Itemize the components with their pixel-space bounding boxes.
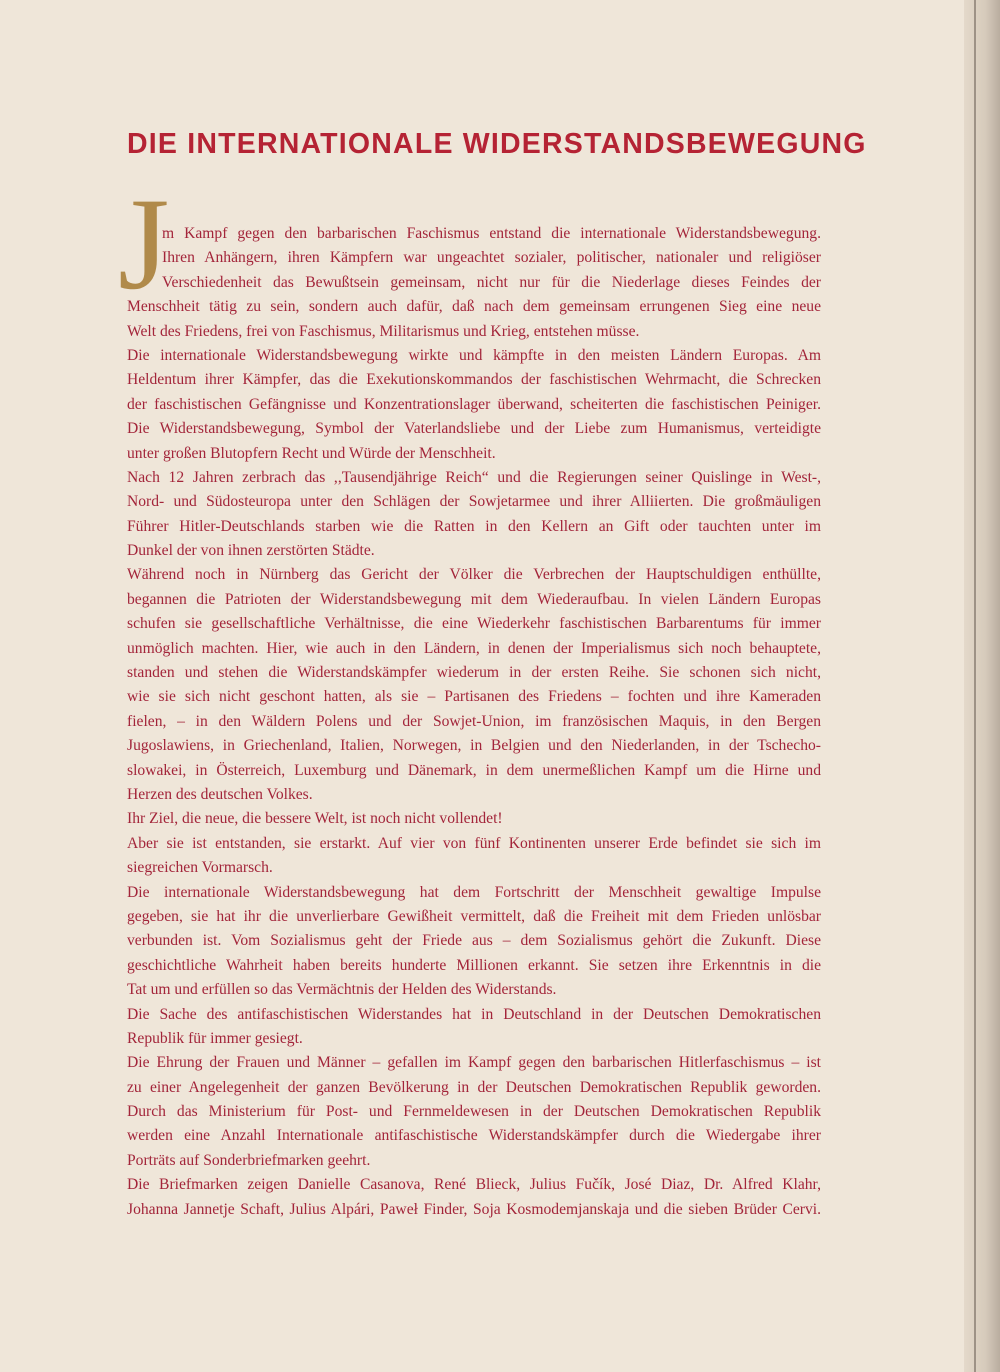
text-line: Die Ehrung der Frauen und Männer – gefallen im Kampf gegen den barbarischen Hitlerfaschismus – ist (127, 1054, 821, 1072)
text-line: zu einer Angelegenheit der ganzen Bevölkerung in der Deutschen Demokratischen Republik geworden. (127, 1078, 821, 1096)
text-line: Ihren Anhängern, ihren Kämpfern war ungeachtet sozialer, politischer, nationaler und religiöser (162, 249, 821, 267)
text-line: Ihr Ziel, die neue, die bessere Welt, ist noch nicht vollendet! (127, 810, 503, 828)
text-line: Die Briefmarken zeigen Danielle Casanova, René Blieck, Julius Fučík, José Diaz, Dr. Alfred Klahr, (127, 1176, 821, 1194)
text-line: unter großen Blutopfern Recht und Würde der Menschheit. (127, 444, 496, 462)
text-line: Verschiedenheit das Bewußtsein gemeinsam, nicht nur für die Niederlage dieses Feindes der (162, 273, 821, 291)
page-title: DIE INTERNATIONALE WIDERSTANDSBEWEGUNG (127, 128, 867, 160)
text-line: Die internationale Widerstandsbewegung wirkte und kämpfte in den meisten Ländern Europas. Am (127, 346, 821, 364)
text-line: unmöglich machten. Hier, wie auch in den Ländern, in denen der Imperialismus sich noch behauptete, (127, 639, 821, 657)
text-line: Die internationale Widerstandsbewegung hat dem Fortschritt der Menschheit gewaltige Impulse (127, 883, 821, 901)
text-line: begannen die Patrioten der Widerstandsbewegung mit dem Wiederaufbau. In vielen Ländern Europas (127, 590, 821, 608)
page-edge (964, 0, 1000, 1372)
text-line: Republik für immer gesiegt. (127, 1029, 303, 1047)
text-line: standen und stehen die Widerstandskämpfer wiederum in der ersten Reihe. Sie schonen sich nicht, (127, 664, 821, 682)
page-edge-line (974, 0, 976, 1372)
text-line: geschichtliche Wahrheit haben bereits hunderte Millionen erkannt. Sie setzen ihre Erkenntnis in die (127, 956, 821, 974)
text-line: Tat um und erfüllen so das Vermächtnis der Helden des Widerstands. (127, 981, 557, 999)
text-line: fielen, – in den Wäldern Polens und der Sowjet-Union, im französischen Maquis, in den Bergen (127, 712, 821, 730)
text-line: Die Widerstandsbewegung, Symbol der Vaterlandsliebe und der Liebe zum Humanismus, verteidigte (127, 420, 821, 438)
text-line: Menschheit tätig zu sein, sondern auch dafür, daß nach dem gemeinsam errungenen Sieg eine neue (127, 298, 821, 316)
text-line: Führer Hitler-Deutschlands starben wie die Ratten in den Kellern an Gift oder tauchten unter im (127, 517, 821, 535)
text-line: Während noch in Nürnberg das Gericht der Völker die Verbrechen der Hauptschuldigen enthüllte, (127, 566, 821, 584)
body-text (127, 222, 821, 1222)
text-line: werden eine Anzahl Internationale antifaschistische Widerstandskämpfer durch die Wiedergabe ihrer (127, 1127, 821, 1145)
text-line: Herzen des deutschen Volkes. (127, 785, 313, 803)
text-line: Porträts auf Sonderbriefmarken geehrt. (127, 1151, 371, 1169)
drop-cap-initial: J (118, 170, 170, 317)
text-line: gegeben, sie hat ihr die unverlierbare Gewißheit vermittelt, daß die Freiheit mit dem Frieden unlösbar (127, 907, 821, 925)
text-line: verbunden ist. Vom Sozialismus geht der Friede aus – dem Sozialismus gehört die Zukunft. Diese (127, 932, 821, 950)
text-line: Welt des Friedens, frei von Faschismus, Militarismus und Krieg, entstehen müsse. (127, 322, 640, 340)
text-line: Durch das Ministerium für Post- und Fernmeldewesen in der Deutschen Demokratischen Republik (127, 1103, 821, 1121)
text-line: Nord- und Südosteuropa unter den Schlägen der Sowjetarmee und ihrer Alliierten. Die großmäuligen (127, 493, 821, 511)
text-line: slowakei, in Österreich, Luxemburg und Dänemark, in dem unermeßlichen Kampf um die Hirne und (127, 761, 821, 779)
text-line: schufen sie gesellschaftliche Verhältnisse, die eine Wiederkehr faschistischen Barbarentums für immer (127, 615, 821, 633)
text-line: der faschistischen Gefängnisse und Konzentrationslager überwand, scheiterten die faschistischen Peiniger. (127, 395, 821, 413)
text-line: siegreichen Vormarsch. (127, 859, 273, 877)
text-line: m Kampf gegen den barbarischen Faschismus entstand die internationale Widerstandsbewegung. (162, 225, 821, 242)
text-line: Dunkel der von ihnen zerstörten Städte. (127, 542, 375, 560)
text-line: Die Sache des antifaschistischen Widerstandes hat in Deutschland in der Deutschen Demokratischen (127, 1005, 821, 1023)
text-line: Heldentum ihrer Kämpfer, das die Exekutionskommandos der faschistischen Wehrmacht, die Schrecken (127, 371, 821, 389)
text-line: Aber sie ist entstanden, sie erstarkt. Auf vier von fünf Kontinenten unserer Erde befindet sie sich im (127, 834, 821, 852)
text-line: Johanna Jannetje Schaft, Julius Alpári, Paweł Finder, Soja Kosmodemjanskaja und die sieben Brüder Cervi. (127, 1200, 821, 1218)
text-line: wie sie sich nicht geschont hatten, als sie – Partisanen des Friedens – fochten und ihre Kameraden (127, 688, 821, 706)
text-line: Nach 12 Jahren zerbrach das ,,Tausendjährige Reich“ und die Regierungen seiner Quislinge in West-, (127, 468, 821, 486)
text-line: Jugoslawiens, in Griechenland, Italien, Norwegen, in Belgien und den Niederlanden, in der Tschecho- (127, 737, 821, 755)
